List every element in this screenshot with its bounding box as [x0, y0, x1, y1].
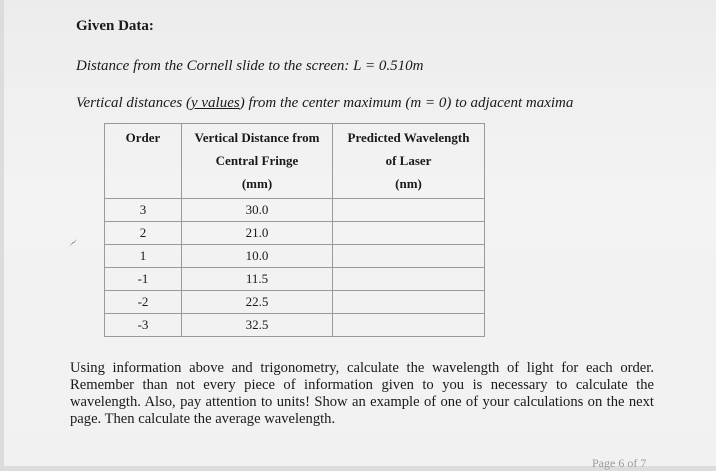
wavelength-cell[interactable] [333, 268, 485, 291]
order-cell: 3 [105, 199, 182, 222]
distance-cell: 10.0 [182, 245, 333, 268]
vertical-prefix: Vertical distances [76, 95, 186, 111]
given-data-heading: Given Data: [76, 18, 154, 34]
wavelength-cell[interactable] [333, 245, 485, 268]
distance-cell: 22.5 [182, 291, 333, 314]
distance-cell: 21.0 [182, 222, 333, 245]
header-wavelength-line2: of Laser [385, 153, 432, 168]
table-row [105, 268, 485, 291]
distance-cell: 30.0 [182, 199, 333, 222]
table-row [105, 291, 485, 314]
table-row [105, 222, 485, 245]
header-wavelength [333, 124, 485, 199]
order-cell: 2 [105, 222, 182, 245]
header-distance-line1: Vertical Distance from [194, 130, 320, 145]
vertical-suffix: ) from the center maximum (m = 0) to adjacent maxima [239, 95, 574, 111]
distance-cell: 32.5 [182, 314, 333, 337]
vertical-distances-statement [76, 95, 573, 112]
table-row [105, 314, 485, 337]
wavelength-cell[interactable] [333, 291, 485, 314]
wavelength-cell[interactable] [333, 199, 485, 222]
move-handle-icon[interactable] [68, 238, 78, 248]
table-row [105, 199, 485, 222]
order-cell: -2 [105, 291, 182, 314]
data-table [104, 123, 485, 337]
table-row [105, 245, 485, 268]
header-distance-line2: Central Fringe [215, 153, 299, 168]
table-header-row [105, 124, 485, 199]
header-order: Order [105, 124, 182, 199]
distance-cell: 11.5 [182, 268, 333, 291]
page-number: Page 6 of 7 [592, 456, 647, 470]
order-cell: 1 [105, 245, 182, 268]
distance-statement: Distance from the Cornell slide to the screen: L = 0.510m [76, 58, 424, 74]
header-wavelength-line1: Predicted Wavelength [347, 130, 470, 145]
instructions-paragraph: Using information above and trigonometry, calculate the wavelength of light for each order. Remember than not every piece of information given to you is necessary to calculate the wavelength. Also, pay attention to units! Show an example of one of your calculations on the next page. Then calculate the average wavelength. [70, 360, 654, 427]
vertical-underlined: (y values [185, 95, 240, 111]
order-cell: -1 [105, 268, 182, 291]
wavelength-cell[interactable] [333, 314, 485, 337]
order-cell: -3 [105, 314, 182, 337]
header-distance [182, 124, 333, 199]
header-wavelength-line3: (nm) [395, 176, 422, 191]
wavelength-cell[interactable] [333, 222, 485, 245]
header-distance-line3: (mm) [241, 176, 273, 191]
document-page [4, 0, 716, 470]
